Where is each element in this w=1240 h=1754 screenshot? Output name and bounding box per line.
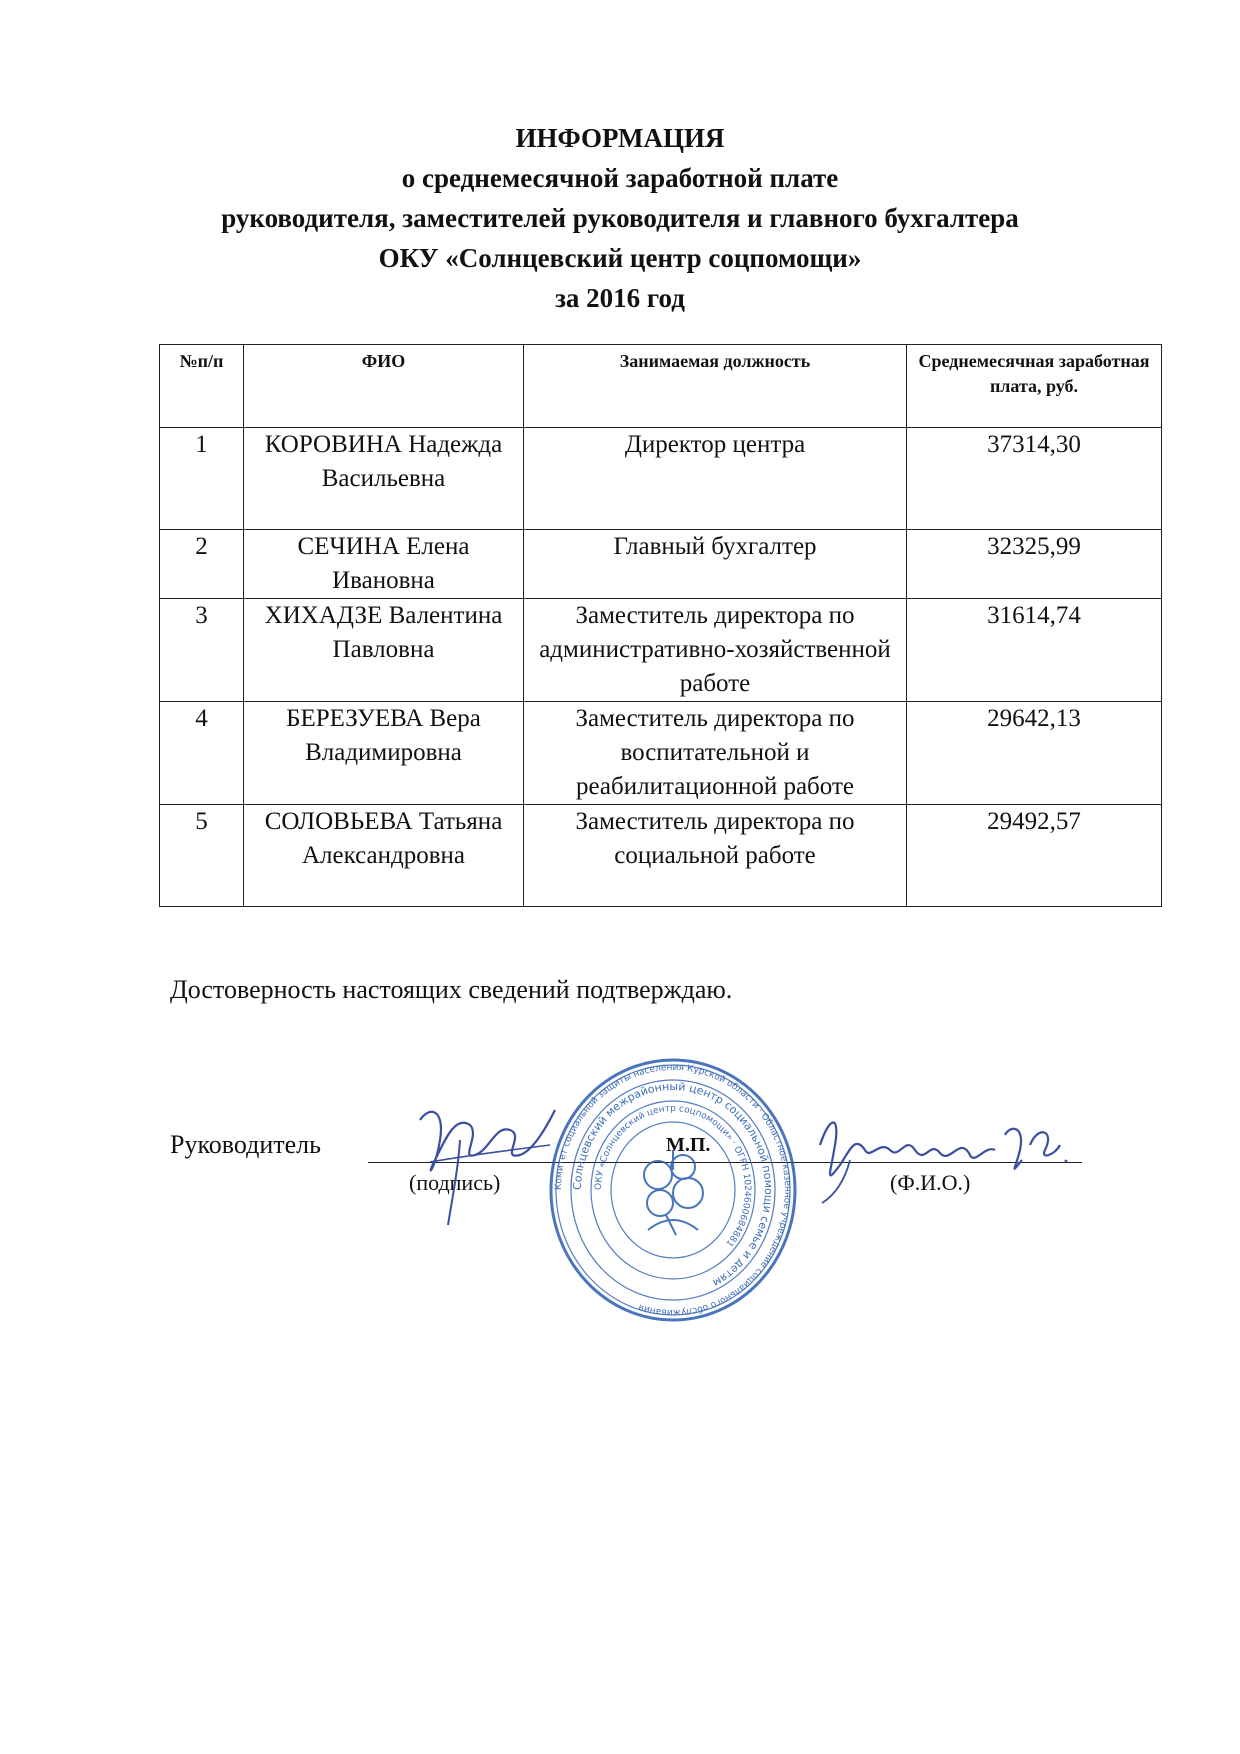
cell-salary: 29642,13 <box>907 702 1162 805</box>
document-subtitle-line-1: о среднемесячной заработной плате <box>401 163 839 193</box>
document-title: ИНФОРМАЦИЯ <box>515 123 725 153</box>
handwritten-signature-icon <box>400 1100 560 1230</box>
cell-position: Директор центра <box>524 428 907 530</box>
table-row <box>160 599 1162 702</box>
column-header-salary: Среднемесячная заработная плата, руб. <box>907 345 1162 428</box>
document-title-block <box>0 118 1240 318</box>
cell-name: БЕРЕЗУЕВА Вера Владимировна <box>244 702 524 805</box>
handwritten-name-icon <box>810 1105 1070 1205</box>
cell-position: Заместитель директора по воспитательной и реабилитационной работе <box>524 702 907 805</box>
stamp-outer-text: Комитет социальной защиты населения Курской области · Областное казенное учреждение социального обслуживания <box>553 1062 793 1318</box>
cell-number: 4 <box>160 702 244 805</box>
cell-number: 3 <box>160 599 244 702</box>
table-row <box>160 805 1162 907</box>
salary-table <box>159 344 1162 907</box>
stamp-emblem-icon <box>644 1150 703 1235</box>
organization-name: ОКУ «Солнцевский центр соцпомощи» <box>378 243 862 273</box>
column-header-name: ФИО <box>244 345 524 428</box>
cell-salary: 29492,57 <box>907 805 1162 907</box>
svg-text:ОКУ «Солнцевский центр соцпомо <box>594 1104 752 1248</box>
cell-position: Заместитель директора по социальной работе <box>524 805 907 907</box>
cell-position: Главный бухгалтер <box>524 530 907 599</box>
stamp-middle-text: Солнцевский межрайонный центр социальной помощи семье и детям <box>570 1079 776 1290</box>
cell-number: 1 <box>160 428 244 530</box>
table-row <box>160 530 1162 599</box>
confirmation-statement: Достоверность настоящих сведений подтверждаю. <box>170 975 733 1004</box>
cell-name: СОЛОВЬЕВА Татьяна Александровна <box>244 805 524 907</box>
column-header-position: Занимаемая должность <box>524 345 907 428</box>
cell-position: Заместитель директора по административно-хозяйственной работе <box>524 599 907 702</box>
signature-caption: (подпись) <box>409 1170 501 1195</box>
report-period: за 2016 год <box>555 283 685 313</box>
table-header-row <box>160 345 1162 428</box>
table-row <box>160 428 1162 530</box>
stamp-place-label: М.П. <box>666 1134 711 1156</box>
cell-salary: 32325,99 <box>907 530 1162 599</box>
cell-name: ХИХАДЗЕ Валентина Павловна <box>244 599 524 702</box>
cell-name: СЕЧИНА Елена Ивановна <box>244 530 524 599</box>
head-label: Руководитель <box>170 1130 321 1159</box>
cell-name: КОРОВИНА Надежда Васильевна <box>244 428 524 530</box>
cell-number: 2 <box>160 530 244 599</box>
fio-caption: (Ф.И.О.) <box>890 1170 971 1195</box>
document-subtitle-line-2: руководителя, заместителей руководителя и главного бухгалтера <box>221 203 1019 233</box>
cell-salary: 37314,30 <box>907 428 1162 530</box>
cell-salary: 31614,74 <box>907 599 1162 702</box>
table-row <box>160 702 1162 805</box>
stamp-inner-text: ОКУ «Солнцевский центр соцпомощи» · ОГРН 1024600684881 <box>593 1103 753 1249</box>
column-header-number: №п/п <box>160 345 244 428</box>
cell-number: 5 <box>160 805 244 907</box>
official-stamp <box>548 1055 798 1325</box>
